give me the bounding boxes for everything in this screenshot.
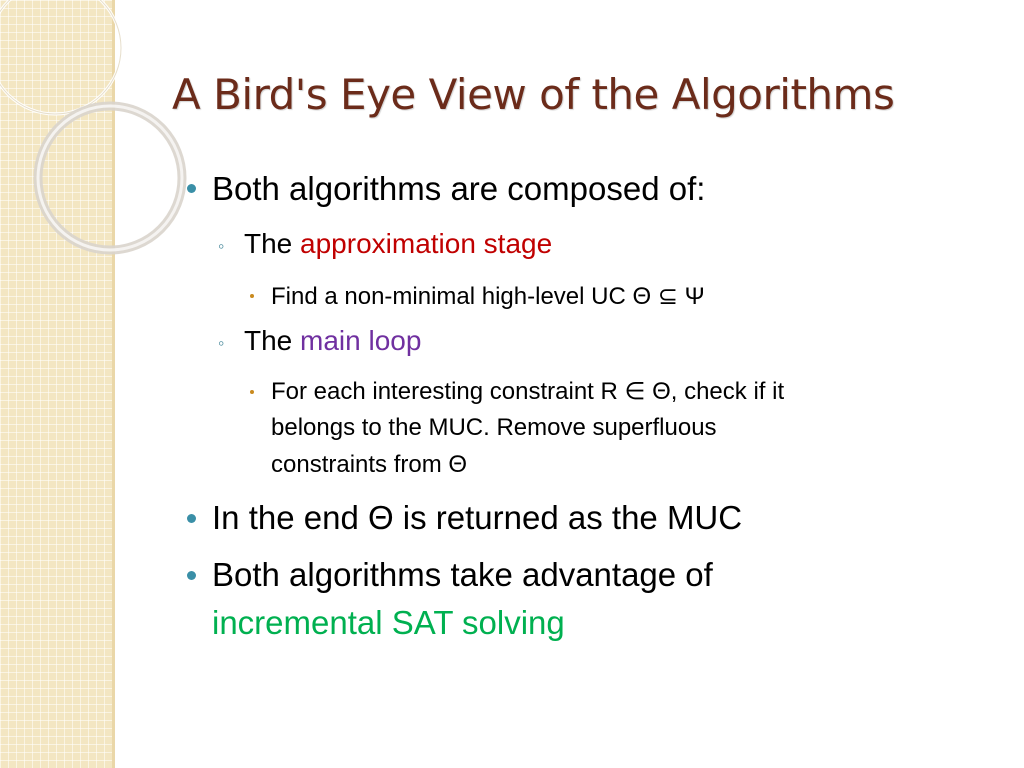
- sub-sub-bullet-2-line1: For each interesting constraint R ∈ Θ, check if it: [271, 378, 785, 405]
- sub-sub-bullet-dot: [250, 390, 254, 394]
- bullet-dot: [187, 184, 196, 193]
- main-loop-highlight: main loop: [300, 325, 422, 356]
- decorative-circles: [0, 0, 200, 280]
- bullet-2-text: In the end Θ is returned as the MUC: [212, 499, 743, 536]
- bullet-3-line1: Both algorithms take advantage of: [212, 556, 713, 593]
- approximation-stage-highlight: approximation stage: [300, 228, 553, 259]
- sub-bullet-1-prefix: The: [244, 228, 301, 259]
- sub-sub-bullet-1-text: Find a non-minimal high-level UC Θ ⊆ Ψ: [271, 283, 705, 310]
- bullet-dot: [187, 571, 196, 580]
- sub-bullet-2-prefix: The: [244, 325, 301, 356]
- incremental-sat-highlight: incremental SAT solving: [212, 604, 565, 641]
- sub-sub-bullet-2-line2: belongs to the MUC. Remove superfluous: [271, 414, 717, 441]
- sub-bullet-ring: ◦: [218, 333, 225, 353]
- sub-bullet-ring: ◦: [218, 236, 225, 256]
- bullet-dot: [187, 514, 196, 523]
- sub-bullet-1: [244, 228, 552, 260]
- slide-title: A Bird's Eye View of the Algorithms: [172, 70, 895, 119]
- sub-sub-bullet-dot: [250, 294, 254, 298]
- bullet-1-text: Both algorithms are composed of:: [212, 170, 706, 207]
- sub-bullet-2: [244, 325, 421, 357]
- sub-sub-bullet-2-line3: constraints from Θ: [271, 451, 468, 478]
